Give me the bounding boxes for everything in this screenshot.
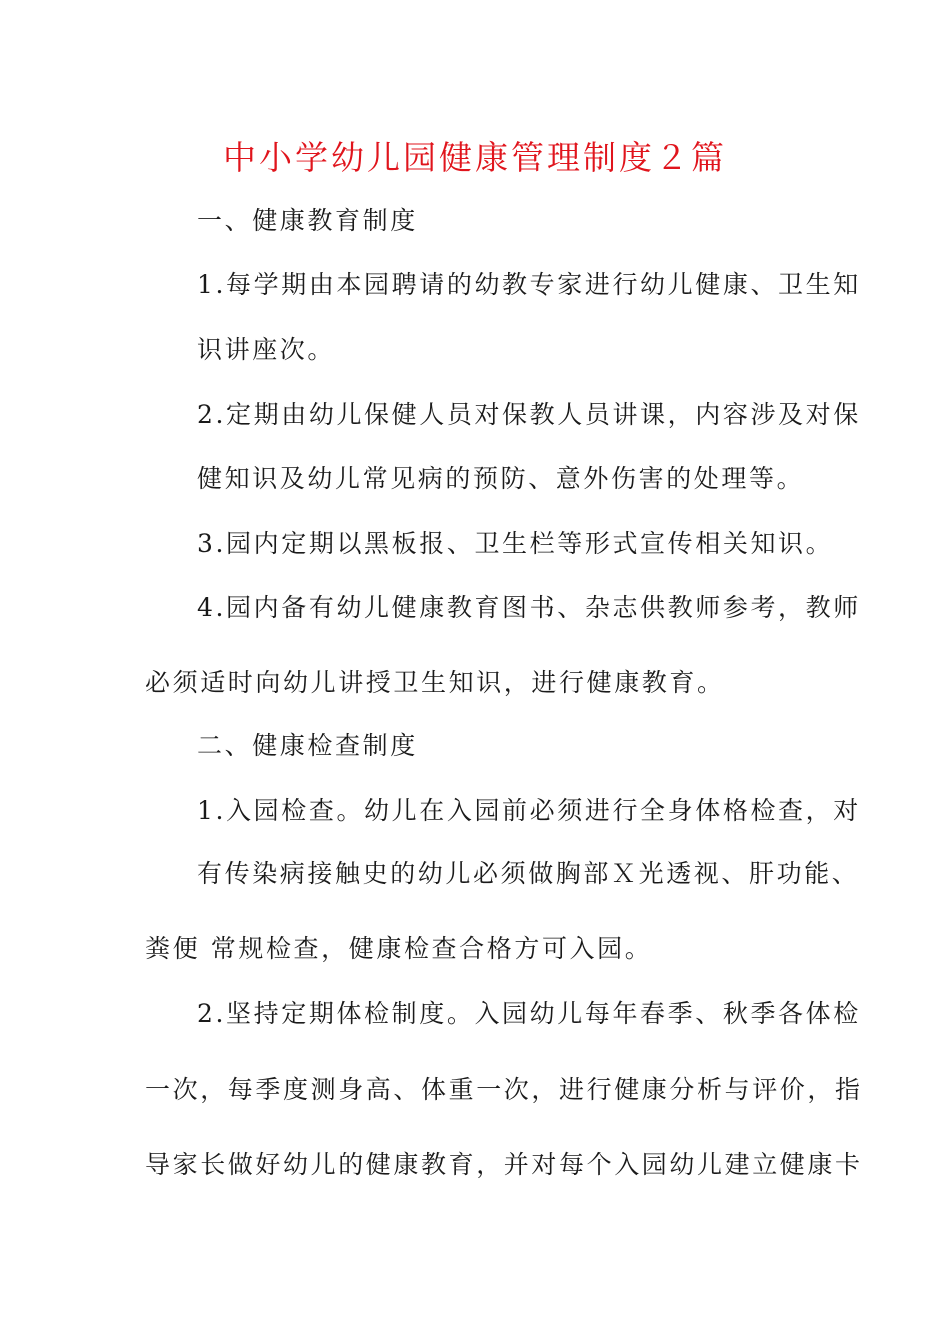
paragraph-line: 2.定期由幼儿保健人员对保教人员讲课，内容涉及对保	[197, 400, 861, 429]
paragraph-line: 1.入园检查。幼儿在入园前必须进行全身体格检查，对	[197, 796, 861, 825]
paragraph-line: 粪便 常规检查，健康检查合格方可入园。	[145, 934, 653, 963]
paragraph-line: 3.园内定期以黑板报、卫生栏等形式宣传相关知识。	[197, 529, 834, 558]
section-heading-health-education: 一、健康教育制度	[197, 206, 418, 235]
paragraph-line: 1.每学期由本园聘请的幼教专家进行幼儿健康、卫生知	[197, 270, 861, 299]
paragraph-line: 有传染病接触史的幼儿必须做胸部Ｘ光透视、肝功能、	[197, 859, 860, 888]
paragraph-line: 2.坚持定期体检制度。入园幼儿每年春季、秋季各体检	[197, 999, 861, 1028]
paragraph-line: 导家长做好幼儿的健康教育，并对每个入园幼儿建立健康卡	[145, 1150, 863, 1179]
paragraph-line: 健知识及幼儿常见病的预防、意外伤害的处理等。	[197, 464, 805, 493]
section-heading-health-checkup: 二、健康检查制度	[197, 731, 418, 760]
paragraph-line: 一次，每季度测身高、体重一次，进行健康分析与评价，指	[145, 1075, 863, 1104]
paragraph-line: 4.园内备有幼儿健康教育图书、杂志供教师参考，教师	[197, 593, 861, 622]
paragraph-line: 识讲座次。	[197, 335, 336, 364]
document-title: 中小学幼儿园健康管理制度２篇	[223, 138, 727, 177]
paragraph-line: 必须适时向幼儿讲授卫生知识，进行健康教育。	[145, 668, 725, 697]
